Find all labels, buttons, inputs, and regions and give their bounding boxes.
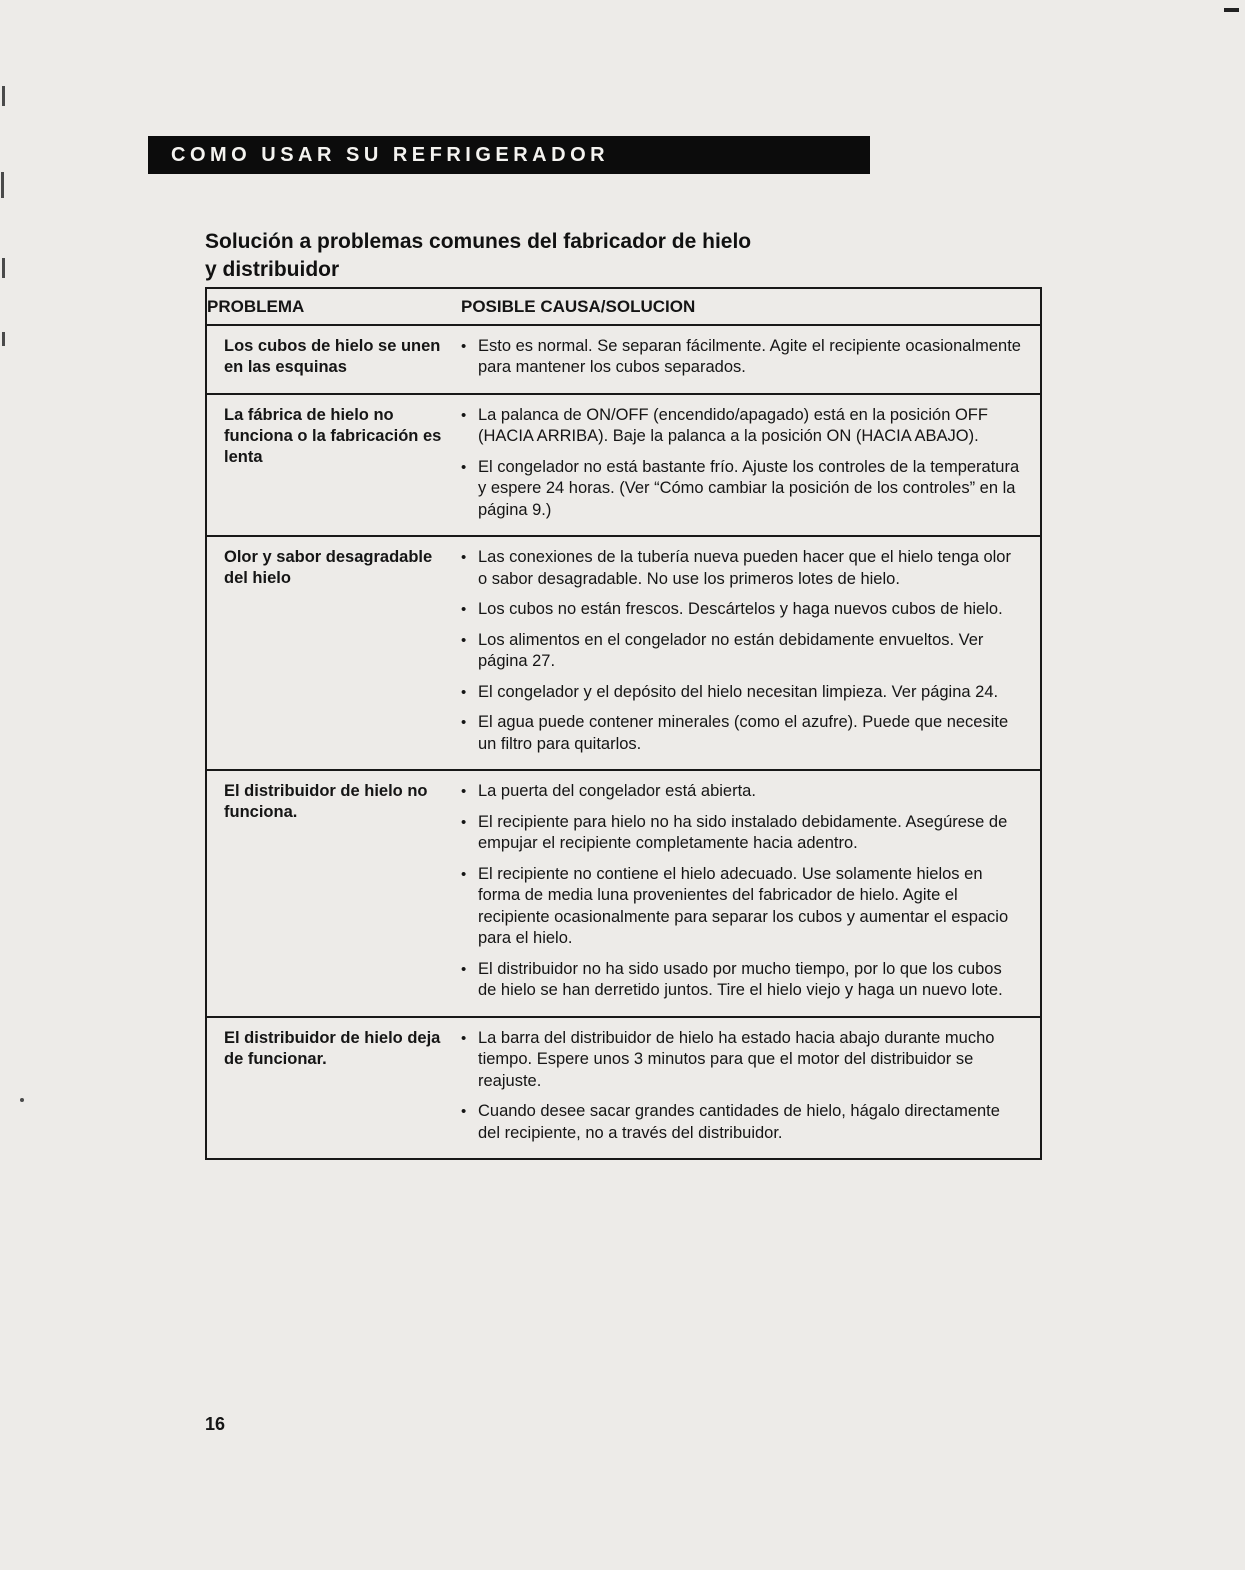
bullet-icon: • bbox=[461, 783, 467, 800]
section-header-bar bbox=[148, 136, 870, 174]
bullet-icon: • bbox=[461, 813, 467, 831]
causes-cell bbox=[461, 536, 1041, 770]
page-number: 16 bbox=[205, 1414, 226, 1434]
cause-text: La barra del distribuidor de hielo ha estado hacia abajo durante mucho tiempo. Espere unos 3 minutos para que el motor del distribuidor se reajuste. bbox=[478, 1028, 995, 1090]
scan-artifact bbox=[20, 1098, 24, 1102]
cause-text: Cuando desee sacar grandes cantidades de hielo, hágalo directamente del recipiente, no a través del distribuidor. bbox=[478, 1102, 1000, 1142]
scan-artifact bbox=[1, 172, 4, 198]
cause-item bbox=[461, 1101, 1024, 1144]
cause-item bbox=[461, 712, 1024, 755]
bullet-icon: • bbox=[461, 714, 467, 731]
cause-item bbox=[461, 599, 1024, 621]
cause-text: El agua puede contener minerales (como el azufre). Puede que necesite un filtro para quitarlos. bbox=[478, 713, 1009, 753]
bullet-icon: • bbox=[461, 960, 467, 978]
scan-artifact bbox=[1224, 8, 1239, 12]
cause-text: El distribuidor no ha sido usado por mucho tiempo, por lo que los cubos de hielo se han derretido juntos. Tire el hielo viejo y haga un nuevo lote. bbox=[478, 959, 1003, 999]
problem-cell: El distribuidor de hielo deja de funcionar. bbox=[206, 1017, 461, 1160]
cause-text: El congelador no está bastante frío. Ajuste los controles de la temperatura y espere 24 horas. (Ver “Cómo cambiar la posición de los controles” en la página 9.) bbox=[478, 457, 1020, 519]
cause-item bbox=[461, 781, 1024, 803]
cause-item bbox=[461, 630, 1024, 673]
cause-item bbox=[461, 336, 1024, 379]
cause-item bbox=[461, 547, 1024, 590]
cause-item bbox=[461, 682, 1024, 704]
table-row bbox=[206, 394, 1041, 537]
causes-cell bbox=[461, 1017, 1041, 1160]
table-header-row bbox=[206, 288, 1041, 325]
bullet-icon: • bbox=[461, 337, 467, 355]
cause-item bbox=[461, 405, 1024, 448]
cause-text: La puerta del congelador está abierta. bbox=[478, 782, 756, 800]
cause-item bbox=[461, 959, 1024, 1002]
cause-text: Esto es normal. Se separan fácilmente. Agite el recipiente ocasionalmente para mantener los cubos separados. bbox=[478, 336, 1021, 376]
bullet-icon: • bbox=[461, 458, 467, 476]
cause-item bbox=[461, 1028, 1024, 1093]
scan-artifact bbox=[2, 86, 5, 106]
page-title-line2: y distribuidor bbox=[205, 258, 340, 281]
causes-cell bbox=[461, 394, 1041, 537]
troubleshooting-table bbox=[205, 287, 1042, 1160]
problem-cell: Los cubos de hielo se unen en las esquinas bbox=[206, 325, 461, 394]
cause-text: El recipiente para hielo no ha sido instalado debidamente. Asegúrese de empujar el recipiente completamente hacia adentro. bbox=[478, 812, 1008, 852]
cause-text: Los cubos no están frescos. Descártelos y haga nuevos cubos de hielo. bbox=[478, 600, 1003, 618]
causes-cell bbox=[461, 325, 1041, 394]
column-header-causa: POSIBLE CAUSA/SOLUCION bbox=[461, 288, 1041, 325]
bullet-icon: • bbox=[461, 631, 467, 649]
problem-cell: Olor y sabor desagradable del hielo bbox=[206, 536, 461, 770]
cause-item bbox=[461, 812, 1024, 855]
cause-item bbox=[461, 457, 1024, 522]
table-row bbox=[206, 1017, 1041, 1160]
scan-artifact bbox=[2, 258, 5, 278]
table-row bbox=[206, 536, 1041, 770]
bullet-icon: • bbox=[461, 549, 467, 566]
causes-cell bbox=[461, 770, 1041, 1017]
table-row bbox=[206, 325, 1041, 394]
bullet-icon: • bbox=[461, 1103, 467, 1120]
table-row bbox=[206, 770, 1041, 1017]
cause-text: El recipiente no contiene el hielo adecuado. Use solamente hielos en forma de media luna provenientes del fabricador de hielo. Agite el recipiente ocasionalmente para separar los cubos y aumentar el espacio para el hielo. bbox=[478, 864, 1009, 947]
page-title-line1: Solución a problemas comunes del fabricador de hielo bbox=[205, 230, 752, 253]
bullet-icon: • bbox=[461, 406, 467, 424]
bullet-icon: • bbox=[461, 1029, 467, 1047]
problem-cell: El distribuidor de hielo no funciona. bbox=[206, 770, 461, 1017]
cause-text: El congelador y el depósito del hielo necesitan limpieza. Ver página 24. bbox=[478, 682, 999, 701]
cause-text: La palanca de ON/OFF (encendido/apagado) está en la posición OFF (HACIA ARRIBA). Baje la palanca a la posición ON (HACIA ABAJO). bbox=[478, 405, 988, 445]
problem-cell: La fábrica de hielo no funciona o la fabricación es lenta bbox=[206, 394, 461, 537]
cause-item bbox=[461, 864, 1024, 950]
section-header-text: COMO USAR SU REFRIGERADOR bbox=[171, 143, 610, 166]
page-title bbox=[205, 228, 751, 284]
scan-artifact bbox=[2, 332, 5, 346]
bullet-icon: • bbox=[461, 865, 467, 883]
bullet-icon: • bbox=[461, 601, 467, 618]
column-header-problema: PROBLEMA bbox=[206, 288, 461, 325]
cause-text: Las conexiones de la tubería nueva pueden hacer que el hielo tenga olor o sabor desagradable. No use los primeros lotes de hielo. bbox=[478, 548, 1011, 588]
table-header bbox=[206, 288, 1041, 325]
bullet-icon: • bbox=[461, 683, 467, 701]
table-body bbox=[206, 325, 1041, 1160]
cause-text: Los alimentos en el congelador no están debidamente envueltos. Ver página 27. bbox=[478, 630, 984, 670]
